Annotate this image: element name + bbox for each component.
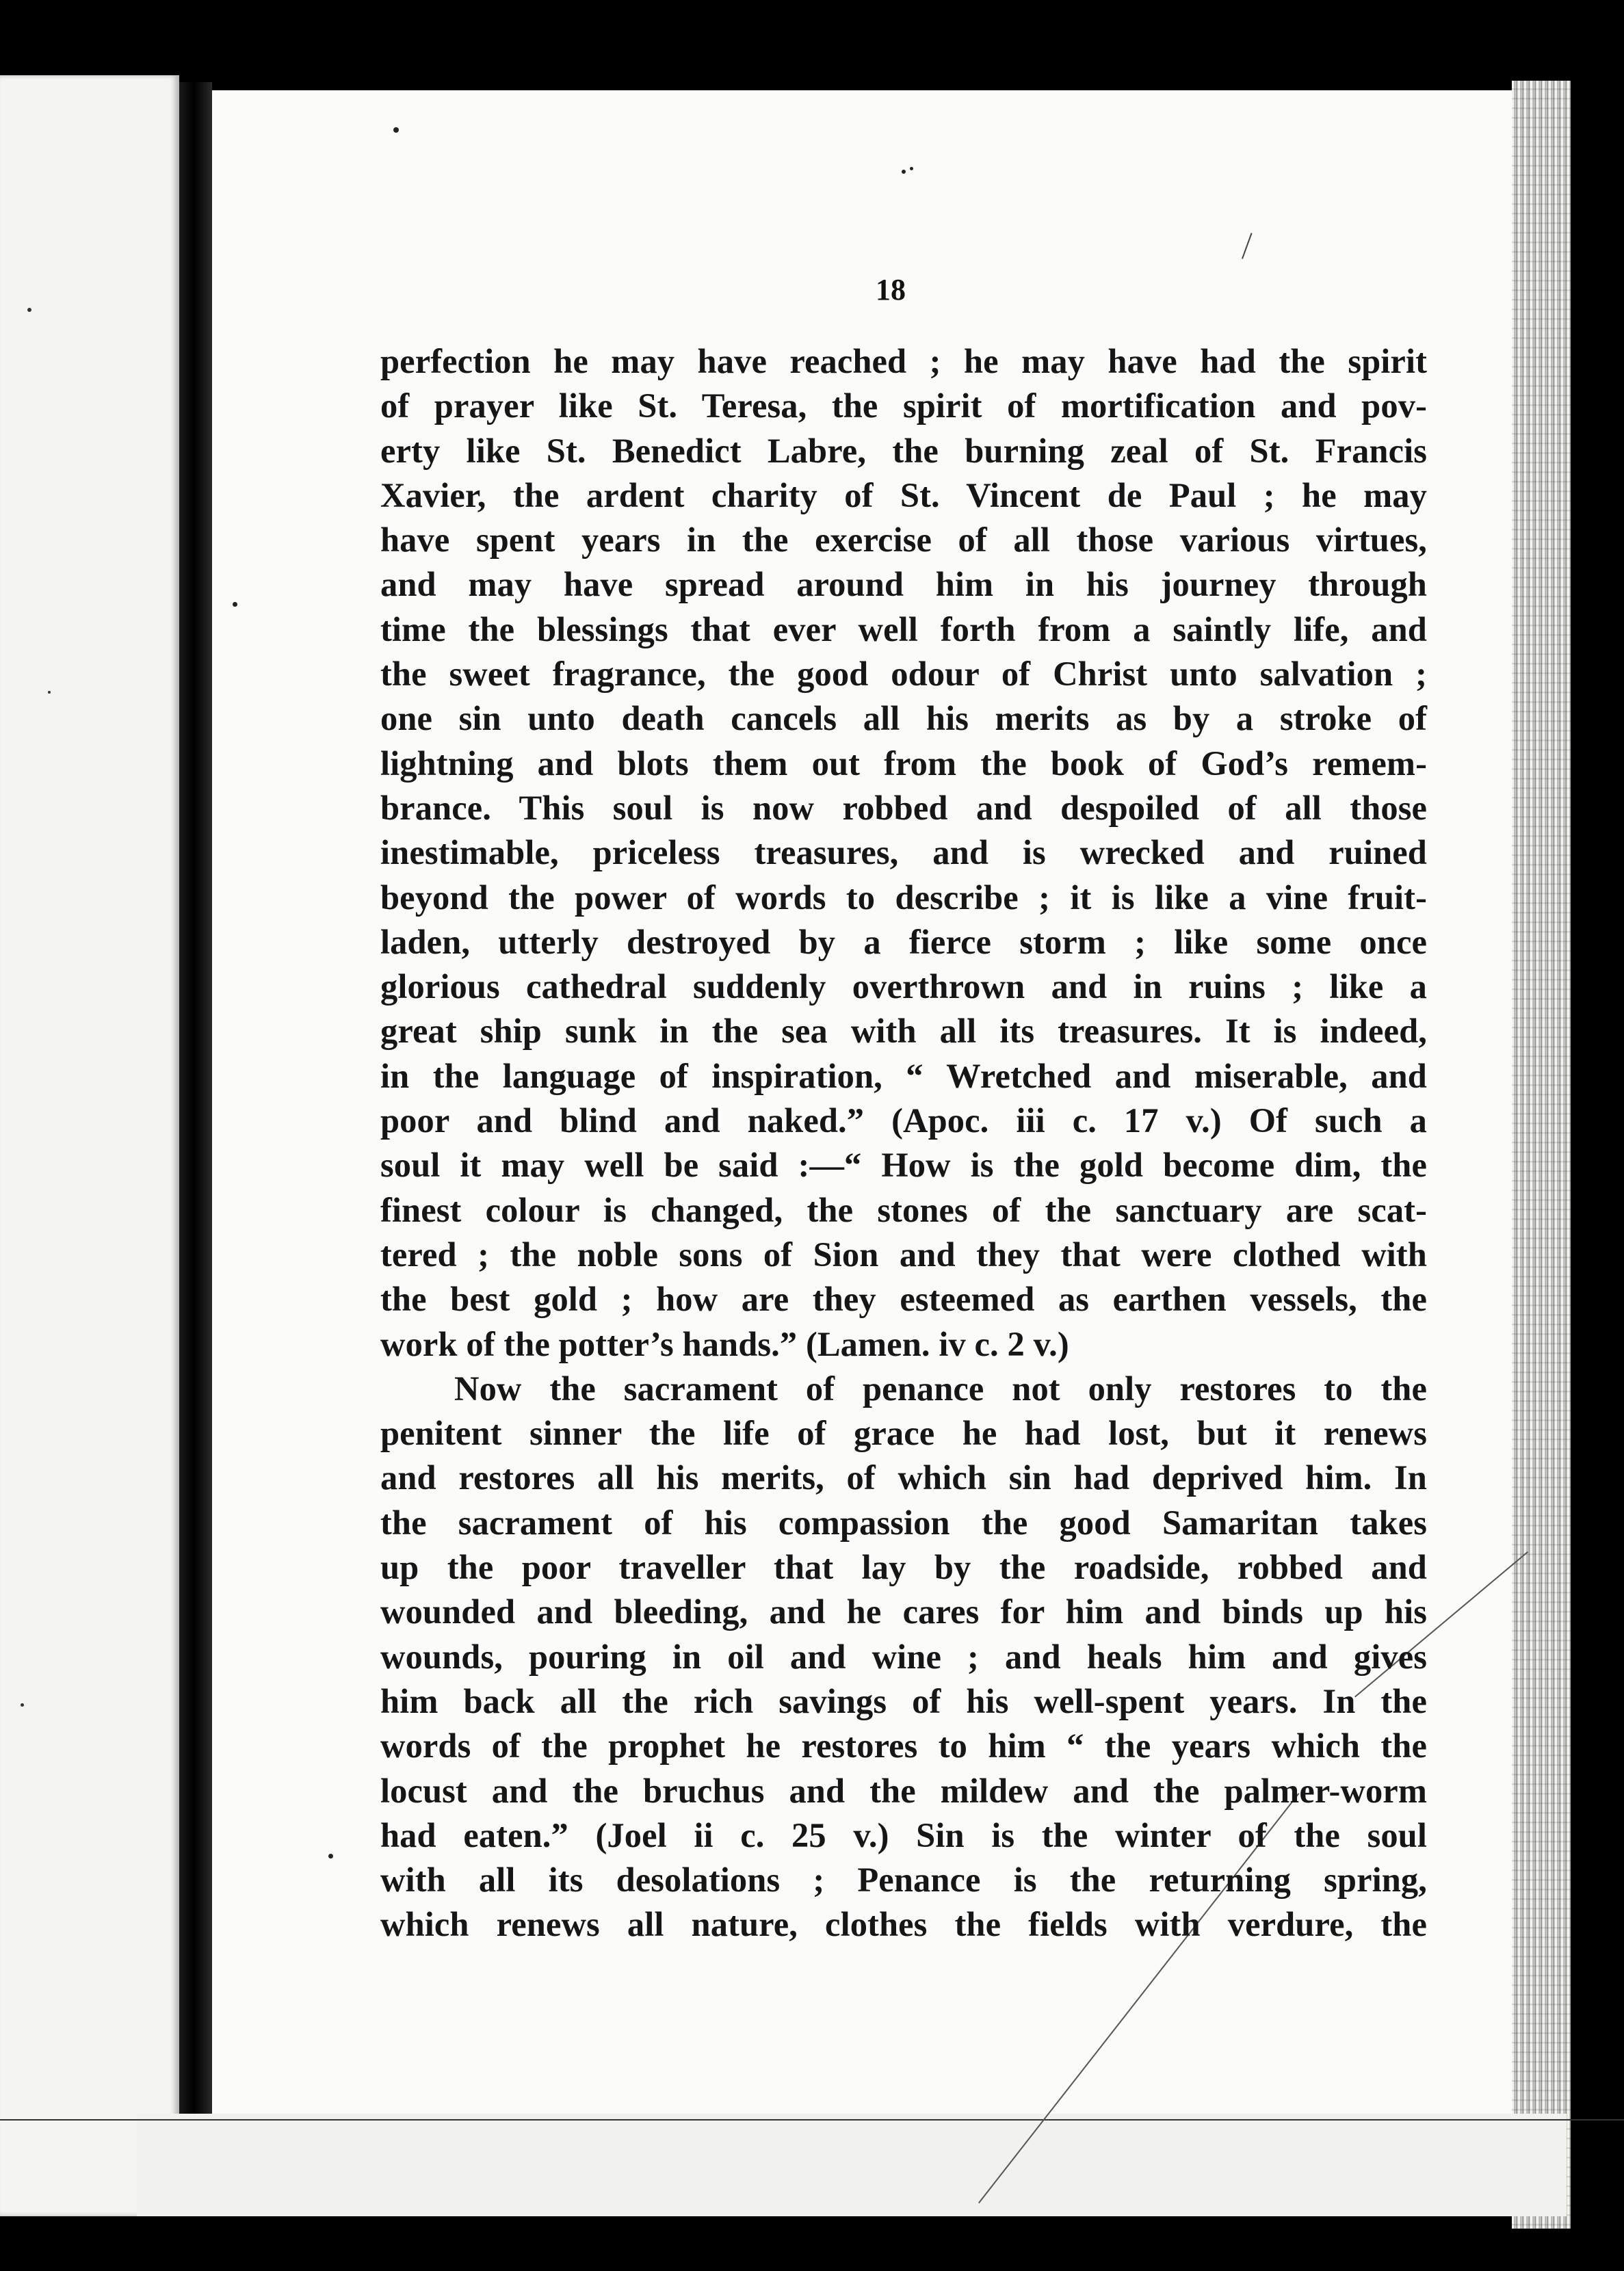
text-line: and restores all his merits, of which sin had deprived him. In bbox=[380, 1458, 1427, 1497]
text-line: glorious cathedral suddenly overthrown and in ruins ; like a bbox=[380, 967, 1427, 1006]
text-line: great ship sunk in the sea with all its treasures. It is indeed, bbox=[380, 1012, 1427, 1051]
text-line: the best gold ; how are they esteemed as earthen vessels, the bbox=[380, 1280, 1427, 1319]
text-line: the sweet fragrance, the good odour of Christ unto salvation ; bbox=[380, 655, 1427, 694]
text-line: tered ; the noble sons of Sion and they that were clothed with bbox=[380, 1235, 1427, 1274]
text-line: had eaten.” (Joel ii c. 25 v.) Sin is the winter of the soul bbox=[380, 1815, 1427, 1854]
text-line: with all its desolations ; Penance is the returning spring, bbox=[380, 1861, 1427, 1900]
binding-gutter bbox=[179, 82, 212, 2209]
text-line: have spent years in the exercise of all those various virtues, bbox=[380, 521, 1427, 560]
text-line: penitent sinner the life of grace he had lost, but it renews bbox=[380, 1414, 1427, 1453]
text-line: laden, utterly destroyed by a fierce storm ; like some once bbox=[380, 922, 1427, 961]
page-number: 18 bbox=[876, 273, 906, 306]
text-line: Now the sacrament of penance not only restores to the bbox=[454, 1369, 1427, 1408]
text-line: time the blessings that ever well forth from a saintly life, and bbox=[380, 609, 1427, 648]
text-line: the sacrament of his compassion the good Samaritan takes bbox=[380, 1503, 1427, 1542]
text-line: in the language of inspiration, “ Wretched and miserable, and bbox=[380, 1056, 1427, 1095]
text-line: which renews all nature, clothes the fields with verdure, the bbox=[380, 1905, 1427, 1944]
text-line: poor and blind and naked.” (Apoc. iii c. 17 v.) Of such a bbox=[380, 1101, 1427, 1140]
text-line: brance. This soul is now robbed and despoiled of all those bbox=[380, 788, 1427, 827]
text-line: beyond the power of words to describe ; it is like a vine fruit- bbox=[380, 878, 1427, 917]
text-line: up the poor traveller that lay by the roadside, robbed and bbox=[380, 1548, 1427, 1587]
text-line: soul it may well be said :—“ How is the gold become dim, the bbox=[380, 1146, 1427, 1185]
text-line: him back all the rich savings of his well-spent years. In the bbox=[380, 1681, 1427, 1720]
bottom-margin bbox=[137, 2114, 1567, 2216]
text-line: of prayer like St. Teresa, the spirit of mortification and pov- bbox=[380, 386, 1427, 425]
text-line: perfection he may have reached ; he may have had the spirit bbox=[380, 342, 1427, 380]
text-line: inestimable, priceless treasures, and is wrecked and ruined bbox=[380, 833, 1427, 872]
body-text bbox=[380, 339, 1427, 1947]
text-line: words of the prophet he restores to him “ the years which the bbox=[380, 1727, 1427, 1765]
text-line: erty like St. Benedict Labre, the burning zeal of St. Francis bbox=[380, 431, 1427, 470]
text-line: and may have spread around him in his journey through bbox=[380, 565, 1427, 604]
text-line: one sin unto death cancels all his merits as by a stroke of bbox=[380, 699, 1427, 738]
text-line: wounded and bleeding, and he cares for him and binds up his bbox=[380, 1592, 1427, 1631]
text-line: work of the potter’s hands.” (Lamen. iv c. 2 v.) bbox=[380, 1324, 1069, 1363]
text-line: wounds, pouring in oil and wine ; and heals him and gives bbox=[380, 1637, 1427, 1676]
text-line: locust and the bruchus and the mildew and the palmer-worm bbox=[380, 1771, 1427, 1810]
page-stack-edge bbox=[1512, 81, 1571, 2229]
bottom-rule bbox=[0, 2119, 1624, 2121]
text-line: lightning and blots them out from the book of God’s remem- bbox=[380, 744, 1427, 783]
text-line: finest colour is changed, the stones of the sanctuary are scat- bbox=[380, 1190, 1427, 1229]
facing-page-edge bbox=[0, 75, 179, 2216]
text-line: Xavier, the ardent charity of St. Vincent de Paul ; he may bbox=[380, 475, 1427, 514]
